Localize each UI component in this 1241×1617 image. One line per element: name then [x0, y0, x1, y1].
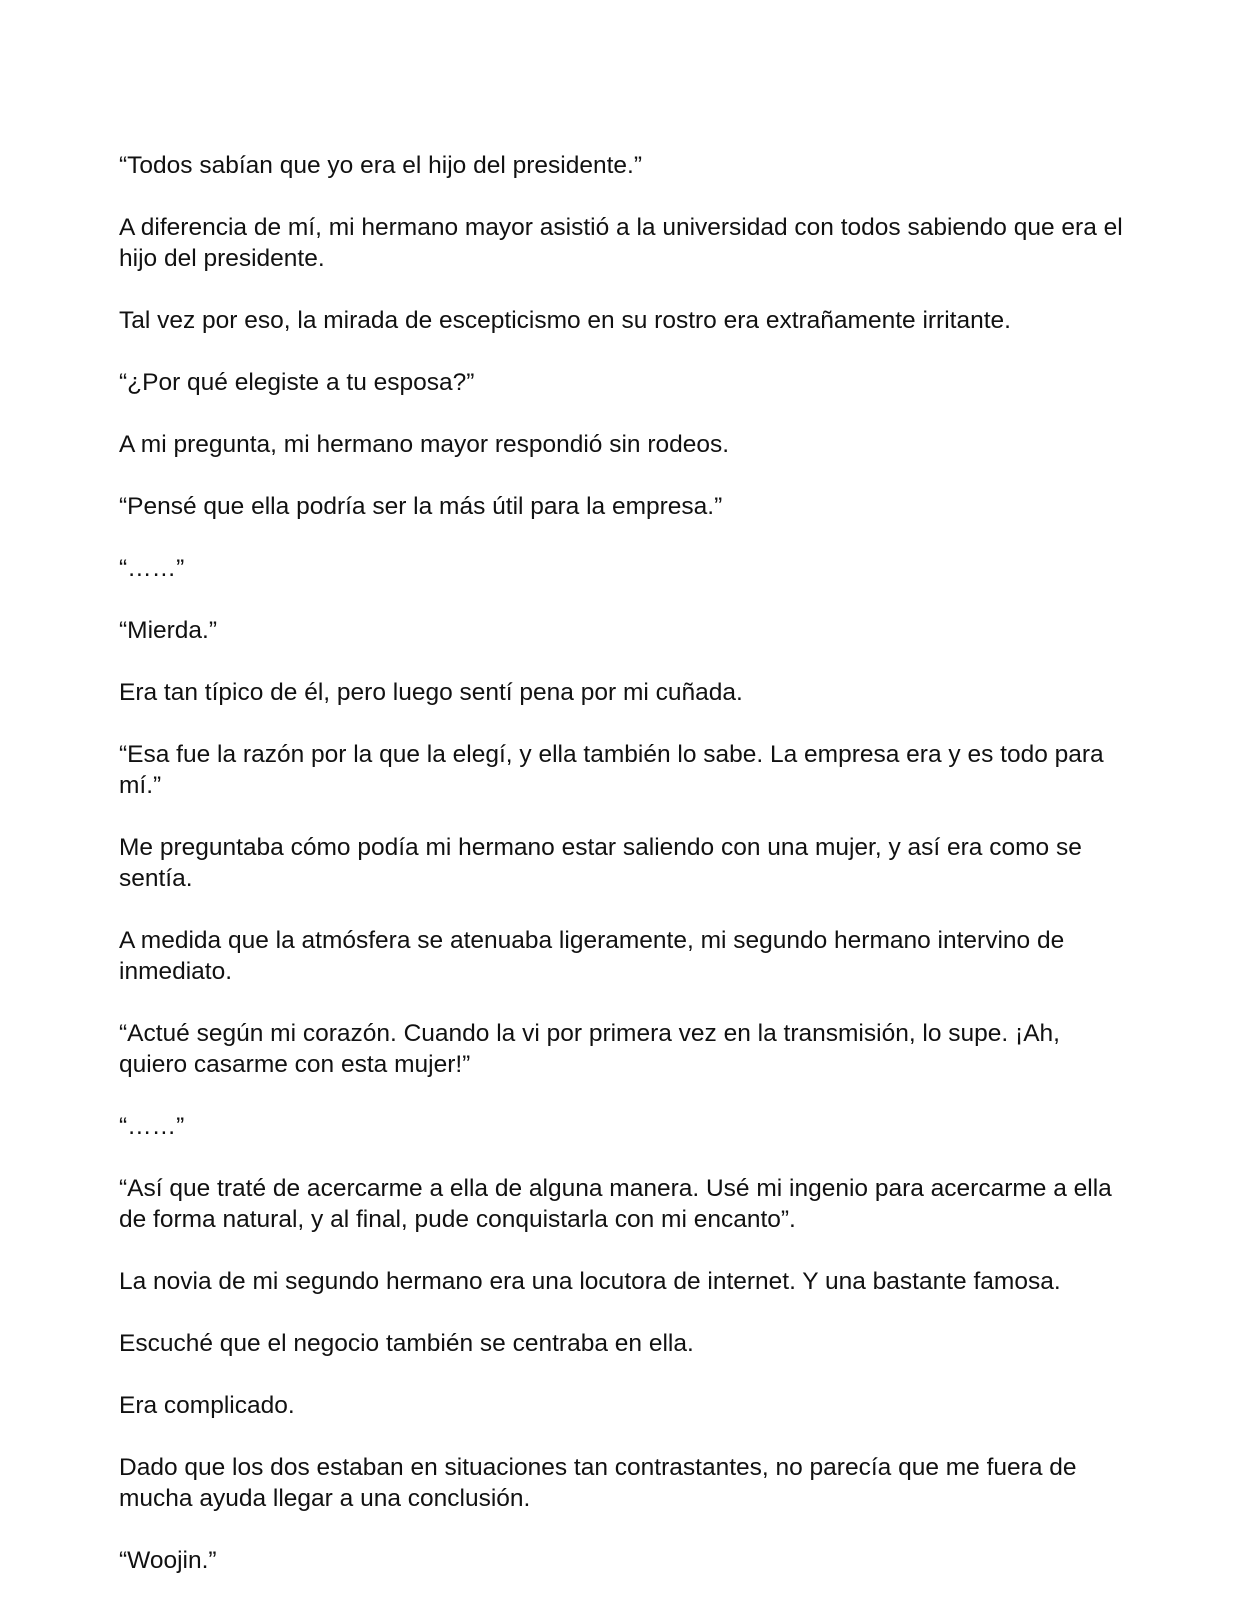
paragraph: Tal vez por eso, la mirada de escepticismo en su rostro era extrañamente irritante. [119, 307, 1011, 334]
paragraph: Escuché que el negocio también se centraba en ella. [119, 1330, 694, 1357]
paragraph: A diferencia de mí, mi hermano mayor asistió a la universidad con todos sabiendo que era el hijo del presidente. [119, 214, 1123, 272]
paragraph: “Mierda.” [119, 617, 218, 644]
paragraph: Dado que los dos estaban en situaciones tan contrastantes, no parecía que me fuera de mucha ayuda llegar a una conclusión. [119, 1454, 1077, 1512]
paragraph: A medida que la atmósfera se atenuaba ligeramente, mi segundo hermano intervino de inmediato. [119, 927, 1065, 985]
paragraph: “Así que traté de acercarme a ella de alguna manera. Usé mi ingenio para acercarme a ella de forma natural, y al final, pude conquistarla con mi encanto”. [119, 1175, 1112, 1233]
paragraph: “……” [119, 1113, 185, 1140]
paragraph: “¿Por qué elegiste a tu esposa?” [119, 369, 475, 396]
paragraph: Era complicado. [119, 1392, 295, 1419]
paragraph: Me preguntaba cómo podía mi hermano estar saliendo con una mujer, y así era como se sentía. [119, 834, 1082, 892]
paragraph: A mi pregunta, mi hermano mayor respondió sin rodeos. [119, 431, 730, 458]
document-body [119, 150, 1129, 1607]
paragraph: La novia de mi segundo hermano era una locutora de internet. Y una bastante famosa. [119, 1268, 1061, 1295]
paragraph: “Woojin.” [119, 1547, 217, 1574]
paragraph: “Actué según mi corazón. Cuando la vi por primera vez en la transmisión, lo supe. ¡Ah, quiero casarme con esta mujer!” [119, 1020, 1060, 1078]
paragraph: “Pensé que ella podría ser la más útil para la empresa.” [119, 493, 723, 520]
paragraph: “Todos sabían que yo era el hijo del presidente.” [119, 152, 642, 179]
paragraph: Era tan típico de él, pero luego sentí pena por mi cuñada. [119, 679, 743, 706]
paragraph: “Esa fue la razón por la que la elegí, y ella también lo sabe. La empresa era y es todo para mí.” [119, 741, 1104, 799]
paragraph: “……” [119, 555, 185, 582]
